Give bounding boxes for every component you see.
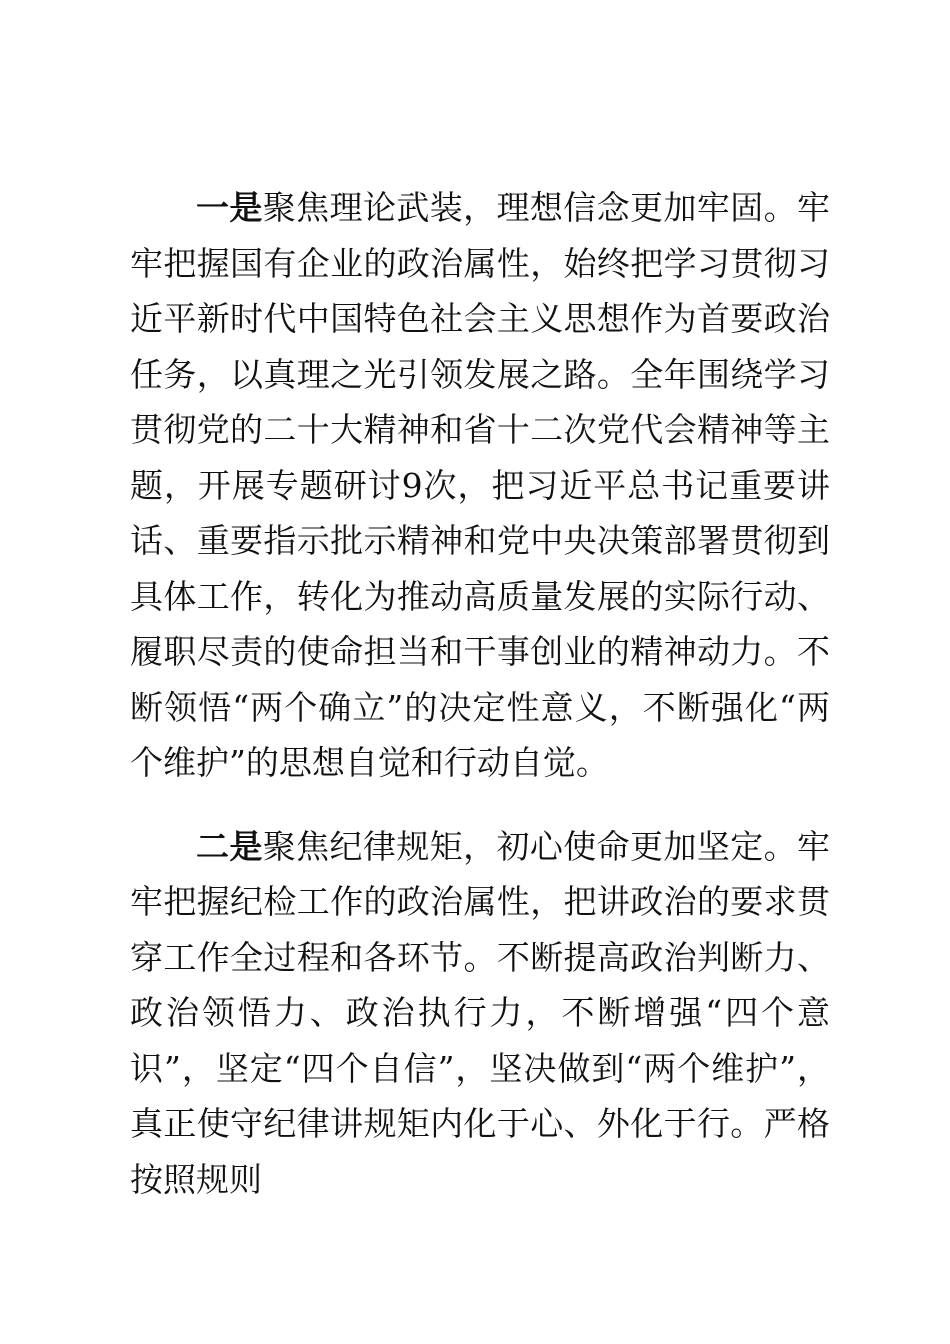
paragraph-1-text: 聚焦理论武装，理想信念更加牢固。牢牢把握国有企业的政治属性，始终把学习贯彻习近平新时代中国特色社会主义思想作为首要政治任务，以真理之光引领发展之路。全年围绕学习贯彻党的二十大精神和省十二次党代会精神等主题，开展专题研讨9次，把习近平总书记重要讲话、重要指示批示精神和党中央决策部署贯彻到具体工作，转化为推动高质量发展的实际行动、履职尽责的使命担当和干事创业的精神动力。不断领悟“两个确立”的决定性意义，不断强化“两个维护”的思想自觉和行动自觉。 xyxy=(130,188,831,782)
paragraph-1 xyxy=(130,180,830,791)
paragraph-1-lead: 一是 xyxy=(196,188,263,227)
document-body xyxy=(130,180,830,1207)
paragraph-2 xyxy=(130,819,830,1208)
paragraph-2-text: 聚焦纪律规矩，初心使命更加坚定。牢牢把握纪检工作的政治属性，把讲政治的要求贯穿工作全过程和各环节。不断提高政治判断力、政治领悟力、政治执行力，不断增强“四个意识”，坚定“四个自信”，坚决做到“两个维护”，真正使守纪律讲规矩内化于心、外化于行。严格按照规则 xyxy=(130,826,831,1199)
paragraph-2-lead: 二是 xyxy=(196,826,263,866)
